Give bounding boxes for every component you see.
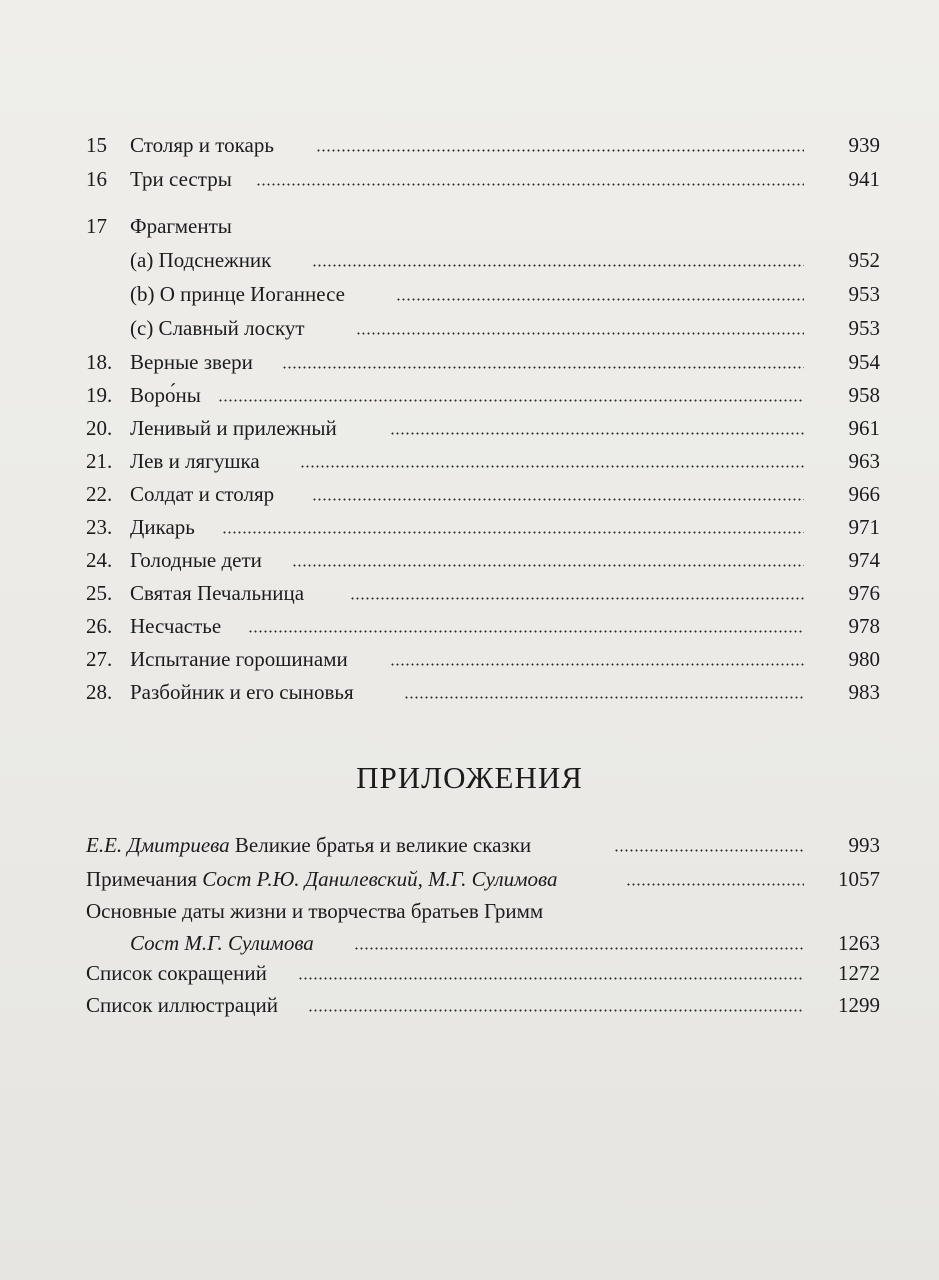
dot-leader <box>396 298 804 301</box>
entry-title <box>130 928 314 958</box>
entry-page: 971 <box>848 515 880 539</box>
entry-page: 978 <box>848 614 880 638</box>
toc-entry <box>86 130 880 160</box>
toc-entry <box>86 446 880 476</box>
entry-page: 961 <box>848 416 880 440</box>
compiler-name: Сост М.Г. Сулимова <box>130 931 314 955</box>
entry-page: 1263 <box>838 931 880 955</box>
entry-number: 17 <box>86 214 107 238</box>
dot-leader <box>292 564 804 567</box>
entry-page: 939 <box>848 133 880 157</box>
toc-entry <box>86 211 880 241</box>
entry-number: 18. <box>86 350 113 374</box>
entry-page: 976 <box>848 581 880 605</box>
entry-title: Солдат и столяр <box>130 482 275 506</box>
toc-entry <box>86 545 880 575</box>
entry-page: 980 <box>848 647 880 671</box>
dot-leader <box>390 663 804 666</box>
entry-number: 26. <box>86 614 113 638</box>
dot-leader <box>308 1009 804 1012</box>
toc-entry <box>86 644 880 674</box>
toc-subentry <box>86 313 880 343</box>
entry-number: 22. <box>86 482 113 506</box>
dot-leader <box>316 149 804 152</box>
entry-title: Испытание горошинами <box>130 647 348 671</box>
entry-title: Ленивый и прилежный <box>130 416 337 440</box>
entry-title: Лев и лягушка <box>130 449 260 473</box>
dot-leader <box>354 947 804 950</box>
entry-number: 15 <box>86 133 107 157</box>
entry-title: Список иллюстраций <box>86 993 278 1017</box>
dot-leader <box>626 883 804 886</box>
appendix-entry <box>86 830 880 860</box>
entry-page: 974 <box>848 548 880 572</box>
dot-leader <box>256 183 804 186</box>
toc-entry <box>86 677 880 707</box>
toc-subentry <box>86 279 880 309</box>
appendix-heading: ПРИЛОЖЕНИЯ <box>356 760 583 795</box>
entry-page: 941 <box>848 167 880 191</box>
entry-page: 1272 <box>838 961 880 985</box>
toc-entry <box>86 413 880 443</box>
entry-title: Три сестры <box>130 167 232 191</box>
toc-entry <box>86 578 880 608</box>
appendix-entry-continued <box>86 928 880 958</box>
entry-number: 19. <box>86 383 113 407</box>
entry-number: 20. <box>86 416 113 440</box>
entry-title: Верные звери <box>130 350 253 374</box>
entry-number: 24. <box>86 548 113 572</box>
entry-title: Фрагменты <box>130 214 232 238</box>
entry-title: Дикарь <box>130 515 195 539</box>
entry-number: 25. <box>86 581 113 605</box>
dot-leader <box>218 399 804 402</box>
entry-title <box>86 830 531 860</box>
entry-title: Воро́ны <box>130 383 201 407</box>
entry-text: Примечания <box>86 867 203 891</box>
dot-leader <box>350 597 804 600</box>
entry-title: Разбойник и его сыновья <box>130 680 354 704</box>
entry-title: (b) О принце Иоганнесе <box>130 282 345 306</box>
entry-number: 27. <box>86 647 113 671</box>
entry-page: 983 <box>848 680 880 704</box>
toc-entry <box>86 512 880 542</box>
dot-leader <box>300 465 804 468</box>
entry-page: 966 <box>848 482 880 506</box>
appendix-entry <box>86 958 880 988</box>
entry-title: Столяр и токарь <box>130 133 274 157</box>
appendix-entry <box>86 990 880 1020</box>
dot-leader <box>404 696 804 699</box>
dot-leader <box>356 332 804 335</box>
entry-text: Великие братья и великие сказки <box>229 833 532 857</box>
entry-title: Основные даты жизни и творчества братьев Гримм <box>86 899 544 923</box>
dot-leader <box>390 432 804 435</box>
entry-page: 1057 <box>838 867 880 891</box>
entry-page: 954 <box>848 350 880 374</box>
entry-page: 958 <box>848 383 880 407</box>
entry-title: Голодные дети <box>130 548 262 572</box>
entry-page: 953 <box>848 282 880 306</box>
entry-title: (c) Славный лоскут <box>130 316 305 340</box>
entry-page: 952 <box>848 248 880 272</box>
toc-entry <box>86 380 880 410</box>
compiler-name: Сост Р.Ю. Данилевский, М.Г. Сулимова <box>202 867 558 891</box>
toc-entry <box>86 164 880 194</box>
toc-entry <box>86 611 880 641</box>
dot-leader <box>248 630 804 633</box>
toc-subentry <box>86 245 880 275</box>
entry-page: 1299 <box>838 993 880 1017</box>
appendix-entry <box>86 896 880 926</box>
entry-title: Несчастье <box>130 614 222 638</box>
entry-number: 28. <box>86 680 113 704</box>
toc-entry <box>86 347 880 377</box>
entry-number: 23. <box>86 515 113 539</box>
dot-leader <box>614 849 804 852</box>
entry-title <box>86 864 557 894</box>
toc-entry <box>86 479 880 509</box>
entry-number: 16 <box>86 167 107 191</box>
dot-leader <box>222 531 804 534</box>
entry-number: 21. <box>86 449 113 473</box>
entry-page: 963 <box>848 449 880 473</box>
author-name: Е.Е. Дмитриева <box>86 833 230 857</box>
entry-title: Святая Печальница <box>130 581 305 605</box>
dot-leader <box>312 498 804 501</box>
entry-title: Список сокращений <box>86 961 267 985</box>
entry-page: 953 <box>848 316 880 340</box>
dot-leader <box>312 264 804 267</box>
entry-title: (a) Подснежник <box>130 248 272 272</box>
entry-page: 993 <box>848 833 880 857</box>
dot-leader <box>298 977 804 980</box>
appendix-entry <box>86 864 880 894</box>
dot-leader <box>282 366 804 369</box>
